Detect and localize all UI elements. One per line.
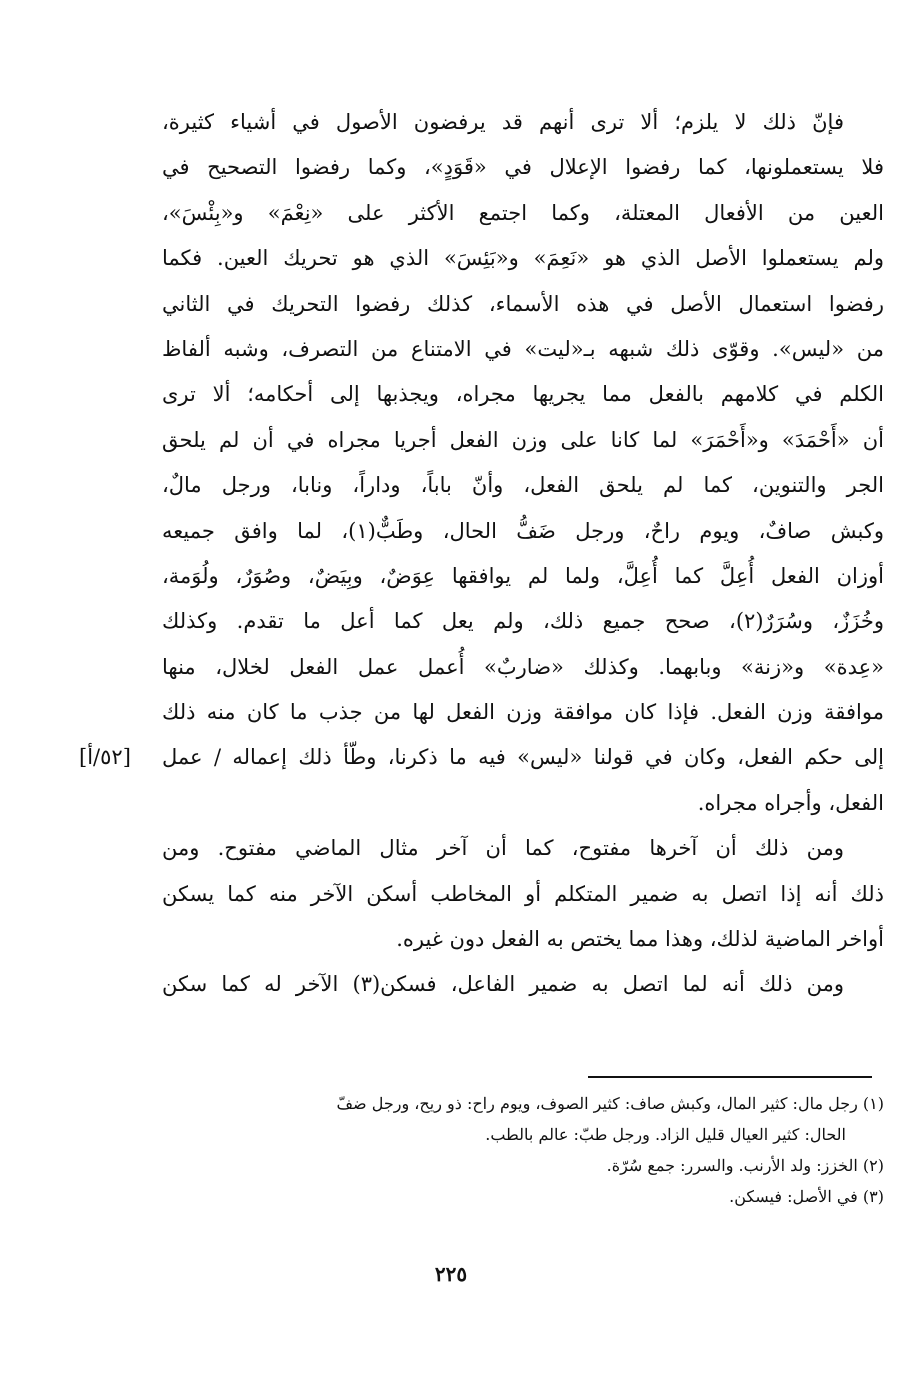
main-text	[79, 100, 884, 1008]
text-line-11: أوزان الفعل أُعِلَّ كما أُعِلَّ، ولما لم يوافقها عِوَضٌ، وبِيَضٌ، وصُوَرٌ، ولُوَمة،	[162, 563, 884, 588]
footnote-2: (٢) الخزز: ولد الأرنب. والسرر: جمع سُرّة.	[606, 1156, 884, 1175]
text-line-5: رفضوا استعمال الأصل في هذه الأسماء، كذلك رفضوا التحريك في الثاني	[162, 291, 884, 316]
footnote-3: (٣) في الأصل: فيسكن.	[729, 1187, 884, 1206]
footnote-1-continued: الحال: كثير العيال قليل الزاد. ورجل طبّ: عالم بالطب.	[485, 1125, 846, 1144]
text-line-16: الفعل، وأجراه مجراه.	[697, 790, 884, 815]
text-line-18: ذلك أنه إذا اتصل به ضمير المتكلم أو المخاطب أسكن الآخر منه كما يسكن	[162, 881, 884, 906]
text-line-15	[79, 735, 884, 780]
text-line-13: «عِدة» و«زنة» وبابهما. وكذلك «ضاربٌ» أُعمل عمل الفعل لخلال، منها	[162, 654, 884, 679]
text-line-7: الكلم في كلامهم بالفعل مما يجريها مجراه، ويجذبها إلى أحكامه؛ ألا ترى	[162, 382, 884, 407]
footnote-1: (١) رجل مال: كثير المال، وكبش صاف: كثير الصوف، ويوم راح: ذو ريح، ورجل ضفّ	[336, 1094, 884, 1113]
text-line-17: ومن ذلك أن آخرها مفتوح، كما أن آخر مثال الماضي مفتوح. ومن	[162, 836, 844, 861]
footnotes	[160, 1088, 884, 1212]
text-line-9: الجر والتنوين، كما لم يلحق الفعل، وأنّ باباً، وداراً، ونابا، ورجل مالٌ،	[162, 473, 884, 498]
page-number: ٢٢٥	[434, 1262, 468, 1286]
text-line-19: أواخر الماضية لذلك، وهذا مما يختص به الفعل دون غيره.	[396, 927, 884, 952]
folio-marker: [٥٢/أ]	[79, 745, 131, 770]
text-line-8: أن «أَحْمَدَ» و«أَحْمَرَ» لما كانا على وزن الفعل أجريا مجراه في أن لم يلحق	[162, 427, 884, 452]
text-line-3: العين من الأفعال المعتلة، وكما اجتمع الأكثر على «نِعْمَ» و«بِئْسَ»،	[162, 200, 884, 225]
text-line-20: ومن ذلك أنه لما اتصل به ضمير الفاعل، فسكن(٣) الآخر له كما سكن	[162, 972, 844, 997]
text-line-2: فلا يستعملونها، كما رفضوا الإعلال في «قَوَدٍ»، وكما رفضوا التصحيح في	[162, 155, 884, 180]
text-line-6: من «ليس». وقوّى ذلك شبهه بـ«ليت» في الامتناع من التصرف، وشبه ألفاظ	[162, 336, 884, 361]
footnote-separator	[588, 1076, 872, 1078]
text-line-12: وخُزَزٌ، وسُرَرٌ(٢)، صحح جميع ذلك، ولم يعل كما أعل ما تقدم. وكذلك	[162, 609, 884, 634]
text-line-4: ولم يستعملوا الأصل الذي هو «نَعِمَ» و«بَئِسَ» الذي هو تحريك العين. فكما	[162, 246, 884, 271]
text-line-15-content: إلى حكم الفعل، وكان في قولنا «ليس» فيه ما ذكرنا، وطّأ ذلك إعماله / عمل	[162, 745, 884, 770]
text-line-1: فإنّ ذلك لا يلزم؛ ألا ترى أنهم قد يرفضون الأصول في أشياء كثيرة،	[162, 110, 844, 134]
text-line-10: وكبش صافٌ، ويوم راحٌ، ورجل ضَفُّ الحال، وطَبٌّ(١)، لما وافق جميعه	[162, 518, 884, 543]
text-line-14: موافقة وزن الفعل. فإذا كان موافقة وزن الفعل لها من جذب ما كان منه ذلك	[162, 700, 884, 725]
